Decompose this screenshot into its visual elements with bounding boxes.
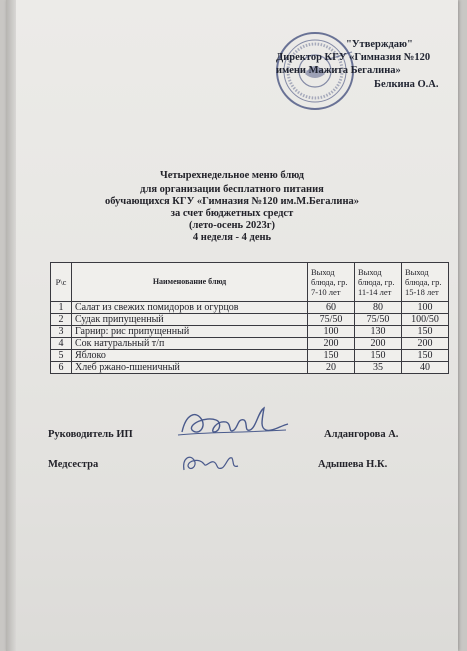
director-signature-icon	[176, 402, 291, 442]
row-dish: Яблоко	[72, 350, 308, 362]
title-line-6: 4 неделя - 4 день	[192, 232, 272, 243]
title-line-3: обучающихся КГУ «Гимназия №120 им.М.Бегалина»	[104, 196, 360, 207]
row-value-11-14: 75/50	[355, 314, 402, 326]
menu-table	[50, 262, 449, 374]
row-value-7-10: 75/50	[308, 314, 355, 326]
signer-role-nurse: Медсестра	[48, 459, 99, 470]
row-dish: Хлеб ржано-пшеничный	[72, 362, 308, 374]
approval-director-name: Белкина О.А.	[374, 79, 439, 90]
row-value-7-10: 200	[308, 338, 355, 350]
table-row	[51, 350, 449, 362]
title-line-1: Четырехнедельное меню блюд	[160, 170, 304, 181]
row-num: 2	[51, 314, 72, 326]
row-num: 5	[51, 350, 72, 362]
table-header-row	[51, 263, 449, 302]
row-value-15-18: 100	[402, 302, 449, 314]
nurse-signature-icon	[176, 448, 246, 476]
signer-name-director: Алдангорова А.	[324, 429, 399, 440]
row-num: 6	[51, 362, 72, 374]
document-sheet	[6, 0, 458, 651]
header-name: Наименование блюд	[72, 263, 308, 302]
approval-school: имени Мажита Бегалина»	[276, 65, 401, 76]
signer-role-director: Руководитель ИП	[48, 429, 133, 440]
title-line-5: (лето-осень 2023г)	[188, 220, 275, 231]
signer-name-nurse: Адышева Н.К.	[318, 459, 388, 470]
row-value-15-18: 150	[402, 350, 449, 362]
row-num: 3	[51, 326, 72, 338]
row-dish: Салат из свежих помидоров и огурцов	[72, 302, 308, 314]
approval-heading: "Утверждаю"	[346, 39, 413, 50]
table-row	[51, 314, 449, 326]
row-value-11-14: 35	[355, 362, 402, 374]
row-value-15-18: 100/50	[402, 314, 449, 326]
row-value-7-10: 100	[308, 326, 355, 338]
approval-block	[264, 32, 467, 112]
header-age-11-14: Выход блюда, гр. 11-14 лет	[355, 263, 402, 302]
row-num: 4	[51, 338, 72, 350]
table-row	[51, 338, 449, 350]
row-value-7-10: 150	[308, 350, 355, 362]
row-value-7-10: 60	[308, 302, 355, 314]
row-dish: Гарнир: рис припущенный	[72, 326, 308, 338]
paper-edge	[6, 0, 16, 651]
table-row	[51, 362, 449, 374]
row-value-11-14: 130	[355, 326, 402, 338]
header-age-7-10: Выход блюда, гр. 7-10 лет	[308, 263, 355, 302]
title-line-2: для организации бесплатного питания	[140, 184, 324, 195]
row-value-15-18: 40	[402, 362, 449, 374]
row-value-15-18: 150	[402, 326, 449, 338]
table-row	[51, 302, 449, 314]
row-dish: Судак припущенный	[72, 314, 308, 326]
row-value-15-18: 200	[402, 338, 449, 350]
row-num: 1	[51, 302, 72, 314]
row-value-11-14: 80	[355, 302, 402, 314]
approval-position: Директор КГУ «Гимназия №120	[276, 52, 431, 63]
row-value-7-10: 20	[308, 362, 355, 374]
table-row	[51, 326, 449, 338]
row-value-11-14: 150	[355, 350, 402, 362]
header-num: Р\с	[51, 263, 72, 302]
header-age-15-18: Выход блюда, гр. 15-18 лет	[402, 263, 449, 302]
title-line-4: за счет бюджетных средст	[170, 208, 294, 219]
row-dish: Сок натуральный т/п	[72, 338, 308, 350]
row-value-11-14: 200	[355, 338, 402, 350]
